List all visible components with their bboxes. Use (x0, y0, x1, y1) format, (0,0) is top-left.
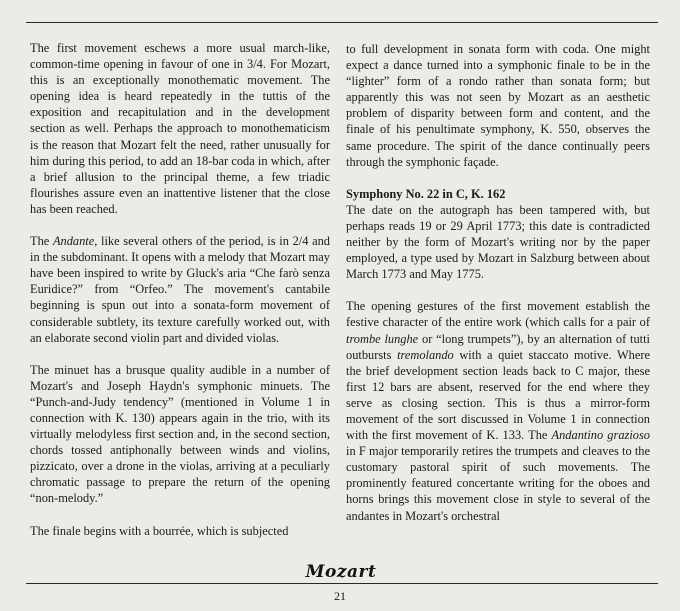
paragraph-andante: The Andante, like several others of the period, is in 2/4 and in the subdominant. It opens with a melody that Mozart may have been inspired to write by Gluck's aria “Che farò senza Euridice?” from “Orfeo.” The movement's cantabile beginning is spun out into a sonata-form movement of considerable subtlety, its texture carefully worked out, with an elaborate second violin part and divided violas. (30, 234, 330, 345)
paragraph-minuet: The minuet has a brusque quality audible in a number of Mozart's and Joseph Haydn's symphonic minuets. The “Punch-and-Judy tendency” (mentioned in Volume 1 in connection with K. 130) appears again in the trio, with its virtually melodyless first section and, in the second section, chords tossed antiphonally between winds and violins, pizzicato, over a drone in the violas, arriving at a peculiarly chromatic passage to prepare the return of the opening “non-melody.” (30, 362, 330, 506)
mozart-signature: Mozart (305, 562, 377, 582)
right-column (346, 41, 650, 524)
left-column (30, 40, 330, 539)
paragraph-autograph-date: The date on the autograph has been tampered with, but perhaps reads 19 or 29 April 1773; this date is contradicted neither by the form of Mozart's writing nor by the paper employed, a type used by Mozart in Salzburg between about March 1773 and May 1775. (346, 202, 650, 282)
paragraph-finale: The finale begins with a bourrée, which is subjected (30, 523, 289, 538)
page-number: 21 (334, 589, 346, 603)
paragraph-finale-continued: to full development in sonata form with coda. One might expect a dance turned into a symphonic finale to be in the “lighter” form of a rondo rather than sonata form; but apparently this was not seen by Mozart as an aesthetic problem of disparity between form and content, and the finale of his penultimate symphony, K. 550, observes the same procedure. The spirit of the dance continually peers through the symphonic façade. (346, 42, 650, 169)
paragraph-opening-gestures: The opening gestures of the first movement establish the festive character of the entire work (which calls for a pair of trombe lunghe or “long trumpets”), by an alternation of tutti outbursts tremolando with a quiet staccato motive. Where the brief development section leads back to C major, these first 12 bars are absent, reserved for the end where they serve as closing section. This is thus a mirror-form movement of the sort discussed in Volume 1 in connection with the first movement of K. 133. The Andantino grazioso in F major temporarily retires the trumpets and cleaves to the customary pastoral spirit of such movements. The prominently featured concertante writing for the oboes and horns brings this movement close in style to several of the andantes in Mozart's orchestral (346, 299, 650, 523)
paragraph-first-movement: The first movement eschews a more usual march-like, common-time opening in favour of one in 3/4. For Mozart, this is an exceptionally monothematic movement. The opening idea is heard repeatedly in the tuttis of the exposition and recapitulation and in the development section as well. Perhaps the approach to monothematicism is the reason that Mozart felt the need, rather unusually for him during this period, to add an 18-bar coda in which, after a brief allusion to the principal theme, a few triadic flourishes assure even an inattentive listener that the close has been reached. (30, 41, 330, 216)
bottom-rule (26, 583, 658, 584)
top-rule (26, 22, 658, 23)
section-heading: Symphony No. 22 in C, K. 162 (346, 186, 506, 201)
